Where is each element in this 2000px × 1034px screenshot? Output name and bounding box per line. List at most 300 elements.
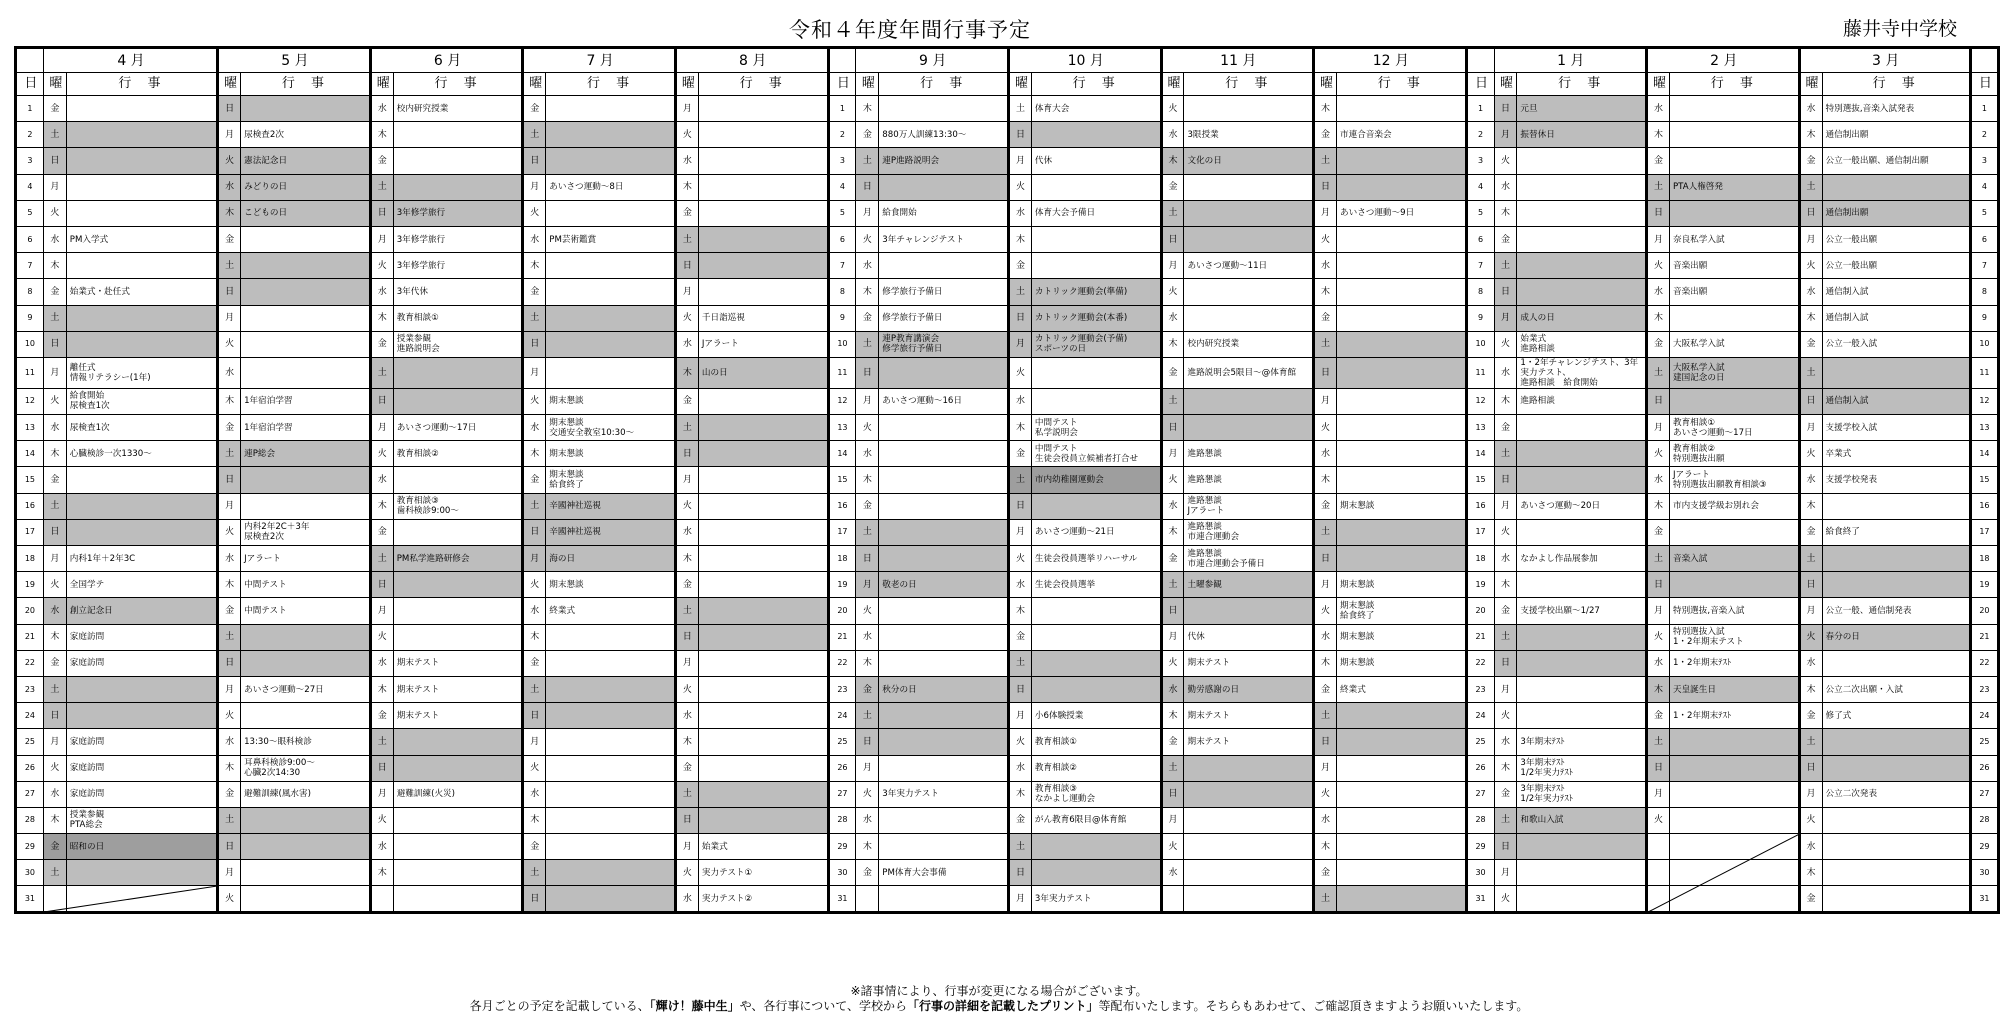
event-column-header: 行 事 <box>546 73 676 96</box>
weekday-cell: 木 <box>43 253 66 279</box>
blank-cell <box>1669 886 1799 912</box>
event-cell: あいさつ運動～27日 <box>241 676 371 702</box>
blank-cell <box>1647 834 1670 860</box>
weekday-cell: 木 <box>43 624 66 650</box>
weekday-cell: 火 <box>1008 729 1031 755</box>
event-cell: 始業式・赴任式 <box>66 279 217 305</box>
event-cell: 耳鼻科検診9:00～ 心臓2次14:30 <box>241 755 371 781</box>
blank-cell <box>66 886 217 912</box>
weekday-cell: 火 <box>523 388 546 414</box>
weekday-cell: 月 <box>1799 781 1822 807</box>
event-cell: 1年宿泊学習 <box>241 415 371 441</box>
weekday-cell: 火 <box>675 305 698 331</box>
event-cell: 教育相談① <box>393 305 523 331</box>
weekday-cell: 火 <box>1314 781 1337 807</box>
blank-cell <box>1161 886 1184 912</box>
weekday-cell: 金 <box>1008 441 1031 467</box>
event-cell <box>1517 834 1647 860</box>
weekday-cell: 木 <box>1799 305 1822 331</box>
day-number: 19 <box>1970 572 1998 598</box>
day-number: 7 <box>828 253 856 279</box>
weekday-cell: 月 <box>1161 624 1184 650</box>
weekday-cell: 土 <box>1494 441 1517 467</box>
day-number: 5 <box>16 200 44 226</box>
event-cell <box>698 467 828 493</box>
day-number: 17 <box>828 519 856 545</box>
event-cell: 土曜参観 <box>1184 572 1314 598</box>
weekday-column-header: 曜 <box>1161 73 1184 96</box>
day-number: 17 <box>1466 519 1494 545</box>
event-cell: 市内支援学級お別れ会 <box>1669 493 1799 519</box>
day-number: 14 <box>828 441 856 467</box>
weekday-cell: 日 <box>1494 96 1517 122</box>
day-column-header: 日 <box>828 73 856 96</box>
weekday-cell: 木 <box>856 650 879 676</box>
weekday-cell: 土 <box>1314 519 1337 545</box>
event-cell: PM入学式 <box>66 226 217 252</box>
weekday-cell: 火 <box>1008 357 1031 388</box>
weekday-cell: 木 <box>1314 467 1337 493</box>
weekday-cell: 金 <box>675 755 698 781</box>
day-number: 11 <box>1466 357 1494 388</box>
day-number: 10 <box>1970 331 1998 357</box>
weekday-cell: 土 <box>218 624 241 650</box>
weekday-column-header: 曜 <box>370 73 393 96</box>
weekday-cell: 日 <box>370 388 393 414</box>
weekday-cell: 金 <box>370 148 393 174</box>
weekday-cell: 月 <box>43 357 66 388</box>
month-header: 12 月 <box>1314 48 1467 73</box>
weekday-cell: 金 <box>1647 331 1670 357</box>
day-number: 20 <box>1466 598 1494 624</box>
weekday-cell: 土 <box>1314 703 1337 729</box>
weekday-cell: 月 <box>1494 676 1517 702</box>
event-cell <box>1031 122 1161 148</box>
weekday-cell: 水 <box>523 781 546 807</box>
note-line-2: 各月ごとの予定を記載している、「輝け！藤中生」や、各行事について、学校から「行事の詳細を記載したプリント」等配布いたします。そちらもあわせて、ご確認頂きますようお願いいたします。 <box>469 999 1529 1013</box>
event-cell: 中間テスト 生徒会役員立候補者打合せ <box>1031 441 1161 467</box>
event-cell <box>698 755 828 781</box>
corner-cell <box>1466 48 1494 73</box>
weekday-cell: 木 <box>675 174 698 200</box>
weekday-cell: 火 <box>218 703 241 729</box>
weekday-cell: 月 <box>1494 493 1517 519</box>
event-cell <box>698 624 828 650</box>
event-cell <box>241 305 371 331</box>
event-cell <box>1669 781 1799 807</box>
annual-schedule-table <box>14 46 2000 914</box>
event-cell <box>1337 729 1467 755</box>
weekday-cell: 水 <box>1494 174 1517 200</box>
day-number: 30 <box>16 860 44 886</box>
blank-cell <box>43 886 66 912</box>
weekday-cell: 日 <box>1494 279 1517 305</box>
day-number: 21 <box>1970 624 1998 650</box>
event-cell: 千日詣巡視 <box>698 305 828 331</box>
weekday-cell: 土 <box>1314 331 1337 357</box>
weekday-cell: 土 <box>523 676 546 702</box>
day-number: 23 <box>1970 676 1998 702</box>
weekday-cell: 木 <box>1647 305 1670 331</box>
day-number: 6 <box>1970 226 1998 252</box>
event-cell: PM私学進路研修会 <box>393 546 523 572</box>
day-number: 21 <box>1466 624 1494 650</box>
weekday-cell: 火 <box>43 200 66 226</box>
day-number: 13 <box>828 415 856 441</box>
day-number: 31 <box>16 886 44 912</box>
weekday-cell: 月 <box>218 305 241 331</box>
weekday-cell: 水 <box>43 415 66 441</box>
weekday-cell: 水 <box>675 886 698 912</box>
day-number: 15 <box>828 467 856 493</box>
day-number: 28 <box>1466 807 1494 833</box>
blank-cell <box>1647 886 1670 912</box>
weekday-cell: 土 <box>1161 572 1184 598</box>
weekday-cell: 土 <box>675 781 698 807</box>
weekday-cell: 日 <box>1647 200 1670 226</box>
weekday-cell: 木 <box>1314 834 1337 860</box>
event-cell <box>66 122 217 148</box>
event-cell <box>698 493 828 519</box>
weekday-cell: 木 <box>370 305 393 331</box>
blank-cell <box>856 886 879 912</box>
day-number: 3 <box>16 148 44 174</box>
weekday-cell: 木 <box>1799 122 1822 148</box>
weekday-cell: 木 <box>1161 703 1184 729</box>
event-cell <box>1184 96 1314 122</box>
weekday-cell: 火 <box>675 122 698 148</box>
weekday-cell: 水 <box>218 729 241 755</box>
day-number: 29 <box>1970 834 1998 860</box>
weekday-cell: 日 <box>523 886 546 912</box>
weekday-cell: 火 <box>856 781 879 807</box>
weekday-cell: 日 <box>1161 598 1184 624</box>
event-cell <box>879 467 1009 493</box>
event-cell: 3年期末ﾃｽﾄ 1/2年実力ﾃｽﾄ <box>1517 755 1647 781</box>
day-number: 24 <box>1466 703 1494 729</box>
event-cell <box>698 226 828 252</box>
weekday-cell: 土 <box>370 174 393 200</box>
event-cell: 実力テスト② <box>698 886 828 912</box>
weekday-cell: 火 <box>1314 415 1337 441</box>
weekday-cell: 土 <box>523 305 546 331</box>
weekday-cell: 土 <box>1161 755 1184 781</box>
event-cell: 全国学テ <box>66 572 217 598</box>
weekday-cell: 月 <box>1314 572 1337 598</box>
day-number: 26 <box>1970 755 1998 781</box>
event-cell: 校内研究授業 <box>393 96 523 122</box>
weekday-cell: 金 <box>523 467 546 493</box>
event-cell: 春分の日 <box>1822 624 1970 650</box>
weekday-cell: 月 <box>523 174 546 200</box>
event-cell <box>393 357 523 388</box>
weekday-cell: 火 <box>218 331 241 357</box>
weekday-cell: 水 <box>1647 650 1670 676</box>
weekday-cell: 日 <box>856 729 879 755</box>
event-cell: 期末懇談 <box>1337 624 1467 650</box>
event-cell <box>1517 519 1647 545</box>
weekday-cell: 木 <box>1161 331 1184 357</box>
event-cell: 進路説明会5限目～@体育館 <box>1184 357 1314 388</box>
event-cell: 通信制入試 <box>1822 305 1970 331</box>
event-cell: あいさつ運動～21日 <box>1031 519 1161 545</box>
weekday-cell: 水 <box>218 546 241 572</box>
event-cell: 天皇誕生日 <box>1669 676 1799 702</box>
event-cell <box>1184 305 1314 331</box>
weekday-cell: 金 <box>1008 624 1031 650</box>
event-cell: 教育相談② <box>1031 755 1161 781</box>
event-cell: 3年実力テスト <box>879 781 1009 807</box>
event-cell <box>1669 305 1799 331</box>
event-cell <box>546 96 676 122</box>
weekday-cell: 土 <box>1008 467 1031 493</box>
event-cell <box>546 860 676 886</box>
weekday-cell: 水 <box>370 834 393 860</box>
weekday-cell: 日 <box>856 546 879 572</box>
day-number: 27 <box>1970 781 1998 807</box>
weekday-cell: 木 <box>1647 122 1670 148</box>
weekday-cell: 金 <box>43 834 66 860</box>
event-cell <box>1031 388 1161 414</box>
day-number: 21 <box>16 624 44 650</box>
event-cell <box>1822 807 1970 833</box>
weekday-cell: 木 <box>218 388 241 414</box>
event-cell <box>241 624 371 650</box>
weekday-cell: 日 <box>1799 572 1822 598</box>
weekday-cell: 日 <box>1314 174 1337 200</box>
event-cell: 3年修学旅行 <box>393 253 523 279</box>
event-cell: 進路相談 <box>1517 388 1647 414</box>
weekday-cell: 月 <box>1647 415 1670 441</box>
event-cell: 中間テスト 私学説明会 <box>1031 415 1161 441</box>
corner-cell <box>828 48 856 73</box>
event-cell: 連P総会 <box>241 441 371 467</box>
weekday-cell: 水 <box>1494 729 1517 755</box>
event-cell <box>546 305 676 331</box>
event-cell <box>1517 703 1647 729</box>
event-cell: 卒業式 <box>1822 441 1970 467</box>
weekday-cell: 土 <box>856 703 879 729</box>
weekday-cell: 水 <box>856 441 879 467</box>
event-cell: 期末懇談 交通安全教室10:30～ <box>546 415 676 441</box>
day-number: 15 <box>1466 467 1494 493</box>
event-cell: あいさつ運動～20日 <box>1517 493 1647 519</box>
day-number: 10 <box>16 331 44 357</box>
event-cell: 秋分の日 <box>879 676 1009 702</box>
event-cell: 市連合音楽会 <box>1337 122 1467 148</box>
event-cell: 3年修学旅行 <box>393 226 523 252</box>
weekday-cell: 火 <box>43 572 66 598</box>
event-cell <box>698 807 828 833</box>
footer-note <box>14 984 1984 1014</box>
event-cell: 教育相談③ 歯科検診9:00～ <box>393 493 523 519</box>
event-cell <box>698 200 828 226</box>
weekday-cell: 月 <box>43 729 66 755</box>
event-cell <box>1031 174 1161 200</box>
event-cell <box>1669 572 1799 598</box>
event-cell <box>1517 441 1647 467</box>
weekday-cell: 日 <box>218 650 241 676</box>
day-number: 24 <box>16 703 44 729</box>
event-cell: みどりの日 <box>241 174 371 200</box>
weekday-cell: 木 <box>523 253 546 279</box>
event-cell: 家庭訪問 <box>66 781 217 807</box>
weekday-cell: 土 <box>1008 279 1031 305</box>
weekday-cell: 月 <box>370 781 393 807</box>
weekday-cell: 木 <box>856 279 879 305</box>
weekday-cell: 土 <box>218 807 241 833</box>
weekday-column-header: 曜 <box>675 73 698 96</box>
event-cell <box>546 781 676 807</box>
event-cell <box>879 834 1009 860</box>
weekday-cell: 土 <box>675 226 698 252</box>
weekday-cell: 木 <box>43 441 66 467</box>
event-cell: がん教育6限目@体育館 <box>1031 807 1161 833</box>
event-cell <box>1184 174 1314 200</box>
weekday-cell: 土 <box>1008 834 1031 860</box>
weekday-cell: 水 <box>856 624 879 650</box>
event-cell <box>1337 834 1467 860</box>
event-cell: 進路懇談 市連合運動会 <box>1184 519 1314 545</box>
day-number: 3 <box>1466 148 1494 174</box>
weekday-cell: 金 <box>1799 703 1822 729</box>
event-cell: 期末懇談 <box>546 572 676 598</box>
event-cell <box>1517 572 1647 598</box>
weekday-cell: 日 <box>1799 755 1822 781</box>
weekday-cell: 火 <box>1799 253 1822 279</box>
weekday-cell: 土 <box>675 415 698 441</box>
weekday-cell: 水 <box>675 148 698 174</box>
event-cell: 山の日 <box>698 357 828 388</box>
weekday-cell: 月 <box>1161 253 1184 279</box>
weekday-cell: 日 <box>675 807 698 833</box>
event-cell <box>879 415 1009 441</box>
weekday-cell: 水 <box>1161 860 1184 886</box>
event-cell <box>1337 148 1467 174</box>
event-cell <box>393 598 523 624</box>
day-number: 25 <box>1970 729 1998 755</box>
weekday-cell: 火 <box>675 860 698 886</box>
event-cell <box>1822 357 1970 388</box>
event-cell <box>698 279 828 305</box>
weekday-cell: 金 <box>218 781 241 807</box>
weekday-cell: 月 <box>1494 860 1517 886</box>
event-cell: なかよし作品展参加 <box>1517 546 1647 572</box>
event-cell <box>1337 253 1467 279</box>
event-cell <box>1031 834 1161 860</box>
weekday-cell: 水 <box>1314 253 1337 279</box>
blank-cell <box>393 886 523 912</box>
event-cell <box>1337 441 1467 467</box>
weekday-cell: 日 <box>1494 467 1517 493</box>
weekday-cell: 金 <box>1008 807 1031 833</box>
event-cell: 教育相談② <box>393 441 523 467</box>
weekday-column-header: 曜 <box>218 73 241 96</box>
day-number: 29 <box>828 834 856 860</box>
event-cell <box>66 96 217 122</box>
weekday-cell: 木 <box>370 122 393 148</box>
event-cell: 教育相談② 特別選抜出願 <box>1669 441 1799 467</box>
event-cell: 3年代休 <box>393 279 523 305</box>
event-cell <box>393 755 523 781</box>
event-cell: 期末懇談 <box>1337 572 1467 598</box>
weekday-cell: 木 <box>370 493 393 519</box>
day-number: 14 <box>16 441 44 467</box>
event-cell <box>66 331 217 357</box>
event-cell <box>241 331 371 357</box>
weekday-cell: 金 <box>523 279 546 305</box>
day-number: 14 <box>1970 441 1998 467</box>
weekday-cell: 木 <box>1008 598 1031 624</box>
weekday-cell: 木 <box>1647 493 1670 519</box>
weekday-cell: 水 <box>1647 96 1670 122</box>
event-cell <box>1031 624 1161 650</box>
event-cell <box>879 253 1009 279</box>
weekday-cell: 土 <box>856 331 879 357</box>
event-cell <box>1517 253 1647 279</box>
day-number: 31 <box>828 886 856 912</box>
weekday-cell: 月 <box>1647 226 1670 252</box>
weekday-cell: 水 <box>1799 834 1822 860</box>
weekday-cell: 土 <box>1161 200 1184 226</box>
weekday-column-header: 曜 <box>856 73 879 96</box>
weekday-cell: 日 <box>1314 546 1337 572</box>
weekday-cell: 火 <box>1647 624 1670 650</box>
event-cell <box>1184 834 1314 860</box>
event-cell: 避難訓練(火災) <box>393 781 523 807</box>
weekday-cell: 月 <box>43 546 66 572</box>
weekday-cell: 水 <box>370 467 393 493</box>
event-cell <box>879 598 1009 624</box>
weekday-cell: 月 <box>1647 598 1670 624</box>
weekday-cell: 土 <box>218 441 241 467</box>
weekday-cell: 土 <box>1647 357 1670 388</box>
event-cell: 期末懇談 <box>1337 493 1467 519</box>
day-number: 29 <box>16 834 44 860</box>
event-cell <box>1669 96 1799 122</box>
event-cell <box>1031 860 1161 886</box>
event-cell <box>1517 279 1647 305</box>
event-cell: 代休 <box>1184 624 1314 650</box>
weekday-cell: 月 <box>1314 200 1337 226</box>
month-header: 5 月 <box>218 48 371 73</box>
weekday-cell: 火 <box>1161 279 1184 305</box>
weekday-cell: 木 <box>1314 96 1337 122</box>
school-name: 藤井寺中学校 <box>1842 18 1957 40</box>
day-column-header: 日 <box>1466 73 1494 96</box>
day-number: 1 <box>1466 96 1494 122</box>
weekday-cell: 土 <box>1799 357 1822 388</box>
event-cell: 支援学校入試 <box>1822 415 1970 441</box>
day-number: 5 <box>1970 200 1998 226</box>
weekday-cell: 金 <box>1161 729 1184 755</box>
day-number: 10 <box>1466 331 1494 357</box>
weekday-cell: 水 <box>43 781 66 807</box>
month-header: 2 月 <box>1647 48 1800 73</box>
day-number: 29 <box>1466 834 1494 860</box>
weekday-cell: 水 <box>1314 624 1337 650</box>
weekday-cell: 金 <box>1008 253 1031 279</box>
corner-cell <box>1970 48 1998 73</box>
day-number: 5 <box>1466 200 1494 226</box>
weekday-cell: 金 <box>675 572 698 598</box>
day-number: 3 <box>1970 148 1998 174</box>
weekday-cell: 木 <box>1161 148 1184 174</box>
weekday-cell: 月 <box>370 415 393 441</box>
weekday-cell: 水 <box>1647 279 1670 305</box>
event-cell <box>1184 226 1314 252</box>
day-number: 4 <box>16 174 44 200</box>
